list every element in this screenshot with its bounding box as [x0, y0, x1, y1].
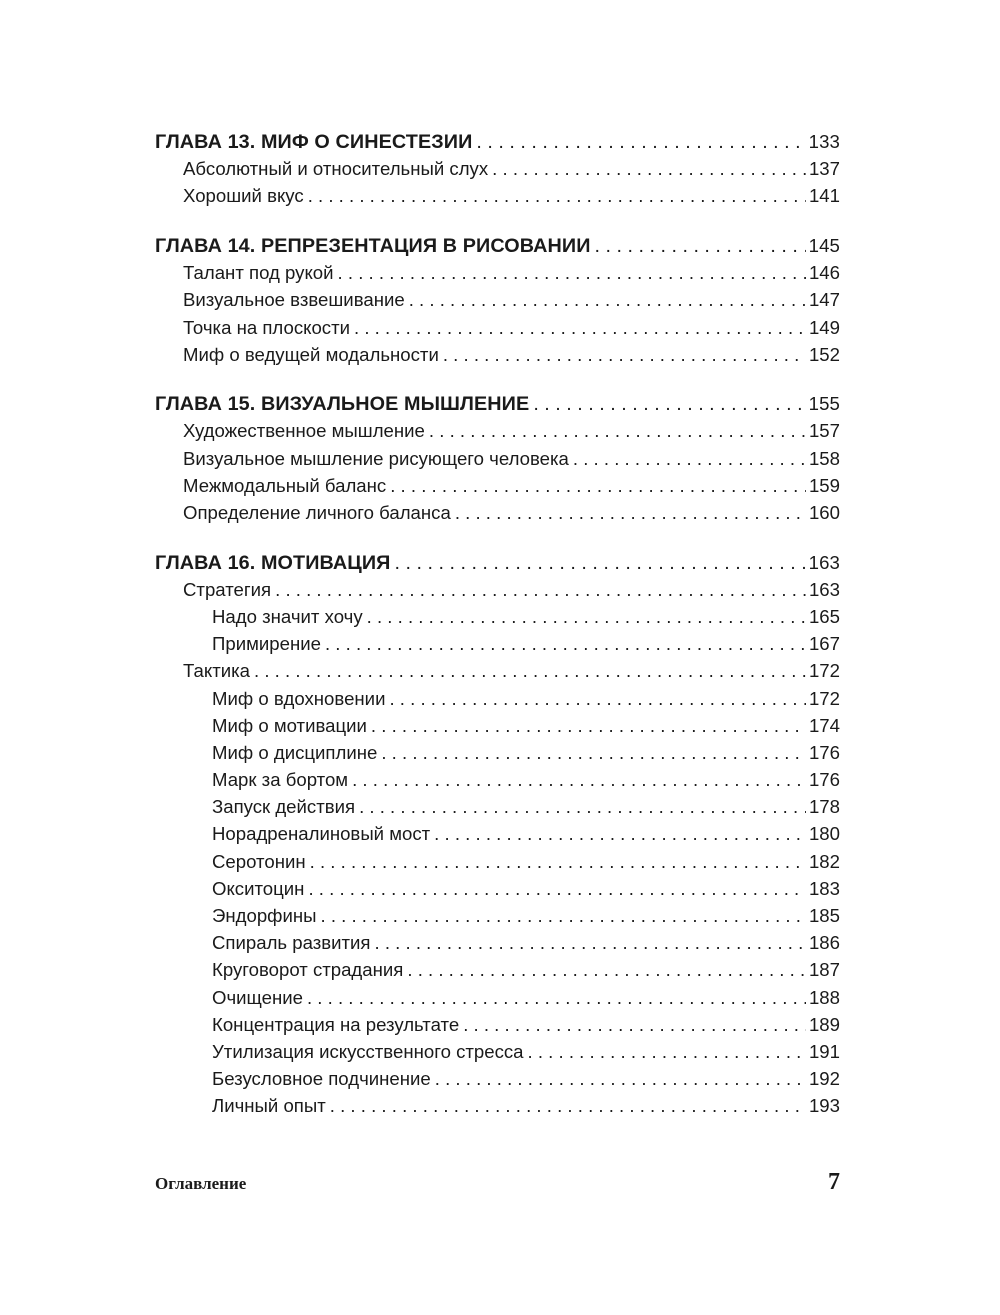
toc-entry-title: Хороший вкус — [183, 185, 304, 207]
toc-entry-title: Круговорот страдания — [212, 959, 404, 981]
toc-section-entry[interactable] — [155, 259, 840, 286]
dot-leader — [429, 417, 806, 444]
toc-subsection-entry[interactable] — [155, 685, 840, 712]
toc-entry-title: Концентрация на результате — [212, 1013, 460, 1035]
chapter-group-16 — [155, 549, 840, 1120]
toc-entry-title: Стратегия — [183, 578, 272, 600]
toc-subsection-entry[interactable] — [155, 820, 840, 847]
toc-entry-page: 159 — [808, 474, 840, 496]
dot-leader — [275, 576, 806, 603]
toc-subsection-entry[interactable] — [155, 712, 840, 739]
dot-leader — [354, 314, 806, 341]
toc-entry-page: 158 — [808, 447, 840, 469]
toc-section-entry[interactable] — [155, 576, 840, 603]
dot-leader — [463, 1011, 806, 1038]
dot-leader — [325, 630, 806, 657]
dot-leader — [595, 233, 806, 260]
dot-leader — [375, 929, 806, 956]
toc-entry-page: 187 — [808, 959, 840, 981]
toc-section-entry[interactable] — [155, 417, 840, 444]
toc-entry-page: 189 — [808, 1013, 840, 1035]
toc-entry-page: 141 — [808, 185, 840, 207]
toc-entry-page: 183 — [808, 877, 840, 899]
page-number: 7 — [828, 1169, 840, 1195]
table-of-contents — [155, 128, 840, 1142]
toc-entry-page: 176 — [808, 769, 840, 791]
dot-leader — [254, 657, 806, 684]
toc-entry-title: Абсолютный и относительный слух — [183, 158, 489, 180]
dot-leader — [308, 875, 806, 902]
toc-entry-title: ГЛАВА 16. МОТИВАЦИЯ — [155, 551, 391, 574]
toc-entry-title: Очищение — [212, 986, 303, 1008]
dot-leader — [307, 984, 806, 1011]
dot-leader — [389, 685, 806, 712]
toc-section-entry[interactable] — [155, 182, 840, 209]
toc-entry-page: 191 — [808, 1040, 840, 1062]
toc-entry-title: Норадреналиновый мост — [212, 823, 431, 845]
toc-entry-page: 146 — [808, 262, 840, 284]
toc-subsection-entry[interactable] — [155, 1065, 840, 1092]
toc-subsection-entry[interactable] — [155, 793, 840, 820]
dot-leader — [381, 739, 806, 766]
toc-section-entry[interactable] — [155, 472, 840, 499]
toc-section-entry[interactable] — [155, 445, 840, 472]
toc-section-entry[interactable] — [155, 314, 840, 341]
toc-entry-page: 152 — [808, 343, 840, 365]
chapter-group-15 — [155, 390, 840, 526]
toc-subsection-entry[interactable] — [155, 1011, 840, 1038]
toc-entry-title: Визуальное взвешивание — [183, 289, 405, 311]
toc-entry-page: 157 — [808, 420, 840, 442]
toc-subsection-entry[interactable] — [155, 956, 840, 983]
toc-subsection-entry[interactable] — [155, 603, 840, 630]
dot-leader — [455, 499, 806, 526]
toc-entry-title: Миф о ведущей модальности — [183, 343, 439, 365]
toc-entry-title: Запуск действия — [212, 796, 356, 818]
toc-entry-title: Тактика — [183, 660, 250, 682]
running-footer-section: Оглавление — [155, 1174, 247, 1193]
toc-entry-page: 167 — [808, 633, 840, 655]
dot-leader — [320, 902, 805, 929]
dot-leader — [573, 445, 806, 472]
toc-entry-title: Спираль развития — [212, 932, 371, 954]
toc-entry-page: 176 — [808, 741, 840, 763]
toc-section-entry[interactable] — [155, 499, 840, 526]
dot-leader — [338, 259, 806, 286]
toc-subsection-entry[interactable] — [155, 1092, 840, 1119]
toc-entry-title: Межмодальный баланс — [183, 474, 387, 496]
toc-entry-title: Художественное мышление — [183, 420, 425, 442]
toc-entry-page: 182 — [808, 850, 840, 872]
toc-section-entry[interactable] — [155, 341, 840, 368]
toc-entry-title: Миф о вдохновении — [212, 687, 386, 709]
toc-entry-title: ГЛАВА 14. РЕПРЕЗЕНТАЦИЯ В РИСОВАНИИ — [155, 234, 591, 257]
page-footer — [155, 1166, 840, 1198]
toc-entry-page: 172 — [808, 660, 840, 682]
toc-entry-title: Личный опыт — [212, 1095, 326, 1117]
dot-leader — [528, 1038, 806, 1065]
dot-leader — [407, 956, 806, 983]
dot-leader — [435, 1065, 806, 1092]
toc-entry-title: Серотонин — [212, 850, 306, 872]
toc-entry-page: 145 — [808, 234, 840, 256]
toc-entry-title: Окситоцин — [212, 877, 305, 899]
toc-entry-page: 186 — [808, 932, 840, 954]
dot-leader — [352, 766, 806, 793]
dot-leader — [371, 712, 806, 739]
chapter-group-13 — [155, 128, 840, 210]
toc-entry-page: 147 — [808, 289, 840, 311]
toc-entry-page: 137 — [808, 158, 840, 180]
toc-entry-page: 185 — [808, 905, 840, 927]
toc-entry-title: Определение личного баланса — [183, 502, 451, 524]
toc-entry-title: Безусловное подчинение — [212, 1068, 431, 1090]
toc-subsection-entry[interactable] — [155, 929, 840, 956]
toc-entry-title: ГЛАВА 15. ВИЗУАЛЬНОЕ МЫШЛЕНИЕ — [155, 393, 530, 416]
toc-entry-title: Утилизация искусственного стресса — [212, 1040, 524, 1062]
dot-leader — [395, 550, 806, 577]
toc-entry-page: 165 — [808, 605, 840, 627]
toc-entry-page: 149 — [808, 316, 840, 338]
toc-entry-title: Талант под рукой — [183, 262, 334, 284]
toc-chapter-heading[interactable] — [155, 390, 840, 417]
toc-entry-page: 188 — [808, 986, 840, 1008]
toc-entry-title: ГЛАВА 13. МИФ О СИНЕСТЕЗИИ — [155, 131, 473, 153]
toc-subsection-entry[interactable] — [155, 875, 840, 902]
toc-entry-title: Надо значит хочу — [212, 605, 363, 627]
toc-subsection-entry[interactable] — [155, 902, 840, 929]
dot-leader — [308, 182, 806, 209]
toc-section-entry[interactable] — [155, 286, 840, 313]
toc-entry-page: 155 — [808, 393, 840, 415]
toc-entry-page: 193 — [808, 1095, 840, 1117]
toc-subsection-entry[interactable] — [155, 1038, 840, 1065]
dot-leader — [390, 472, 806, 499]
toc-entry-title: Визуальное мышление рисующего человека — [183, 447, 569, 469]
toc-entry-page: 172 — [808, 687, 840, 709]
toc-chapter-heading[interactable] — [155, 232, 840, 259]
toc-entry-page: 192 — [808, 1068, 840, 1090]
toc-entry-title: Миф о дисциплине — [212, 741, 378, 763]
dot-leader — [359, 793, 806, 820]
chapter-group-14 — [155, 232, 840, 368]
toc-entry-page: 180 — [808, 823, 840, 845]
toc-entry-page: 163 — [808, 578, 840, 600]
dot-leader — [476, 129, 805, 156]
dot-leader — [443, 341, 806, 368]
toc-section-entry[interactable] — [155, 155, 840, 182]
dot-leader — [330, 1092, 806, 1119]
dot-leader — [492, 155, 806, 182]
toc-chapter-heading[interactable] — [155, 549, 840, 576]
toc-entry-title: Миф о мотивации — [212, 714, 367, 736]
toc-entry-page: 174 — [808, 714, 840, 736]
toc-entry-page: 163 — [808, 551, 840, 573]
toc-entry-title: Эндорфины — [212, 905, 317, 927]
dot-leader — [533, 391, 805, 418]
toc-entry-page: 160 — [808, 502, 840, 524]
toc-subsection-entry[interactable] — [155, 984, 840, 1011]
toc-subsection-entry[interactable] — [155, 630, 840, 657]
toc-entry-page: 133 — [808, 131, 840, 152]
toc-chapter-heading[interactable] — [155, 128, 840, 155]
dot-leader — [310, 848, 806, 875]
toc-entry-page: 178 — [808, 796, 840, 818]
toc-entry-title: Марк за бортом — [212, 769, 349, 791]
toc-entry-title: Точка на плоскости — [183, 316, 350, 338]
toc-entry-title: Примирение — [212, 633, 321, 655]
toc-subsection-entry[interactable] — [155, 739, 840, 766]
toc-section-entry[interactable] — [155, 657, 840, 684]
toc-subsection-entry[interactable] — [155, 848, 840, 875]
dot-leader — [409, 286, 806, 313]
dot-leader — [434, 820, 806, 847]
toc-subsection-entry[interactable] — [155, 766, 840, 793]
dot-leader — [367, 603, 806, 630]
